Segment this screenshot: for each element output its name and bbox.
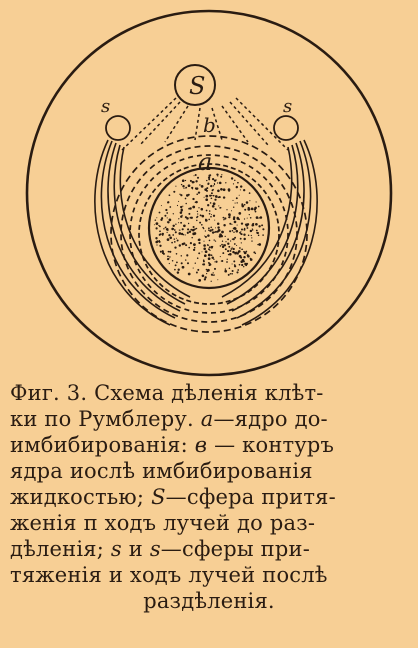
caption-line: женія п ходъ лучей до раз- [10,511,316,535]
left-sphere [106,116,130,140]
right-sphere [274,116,298,140]
caption-line: тяженія и ходъ лучей послѣ [10,563,328,587]
label-sphere-left: s [101,96,111,117]
figure-caption [10,380,408,614]
caption-line: раздѣленія. [143,589,275,613]
caption-line: ки по Румблеру. a—ядро до- [10,407,328,431]
caption-line: имбибированія: в — контуръ [10,433,335,457]
label-contour: b [203,113,216,137]
caption-line: Фиг. 3. Схема дѣленія клѣт- [10,381,324,405]
label-sphere-center: S [189,72,206,100]
caption-line: жидкостью; S—сфера притя- [10,485,336,509]
caption-line: дѣленія; s и s—сферы при- [10,537,310,561]
label-nucleus: a [198,148,213,176]
label-sphere-right: s [283,96,293,117]
caption-line: ядра иослѣ имбибированія [10,459,313,483]
